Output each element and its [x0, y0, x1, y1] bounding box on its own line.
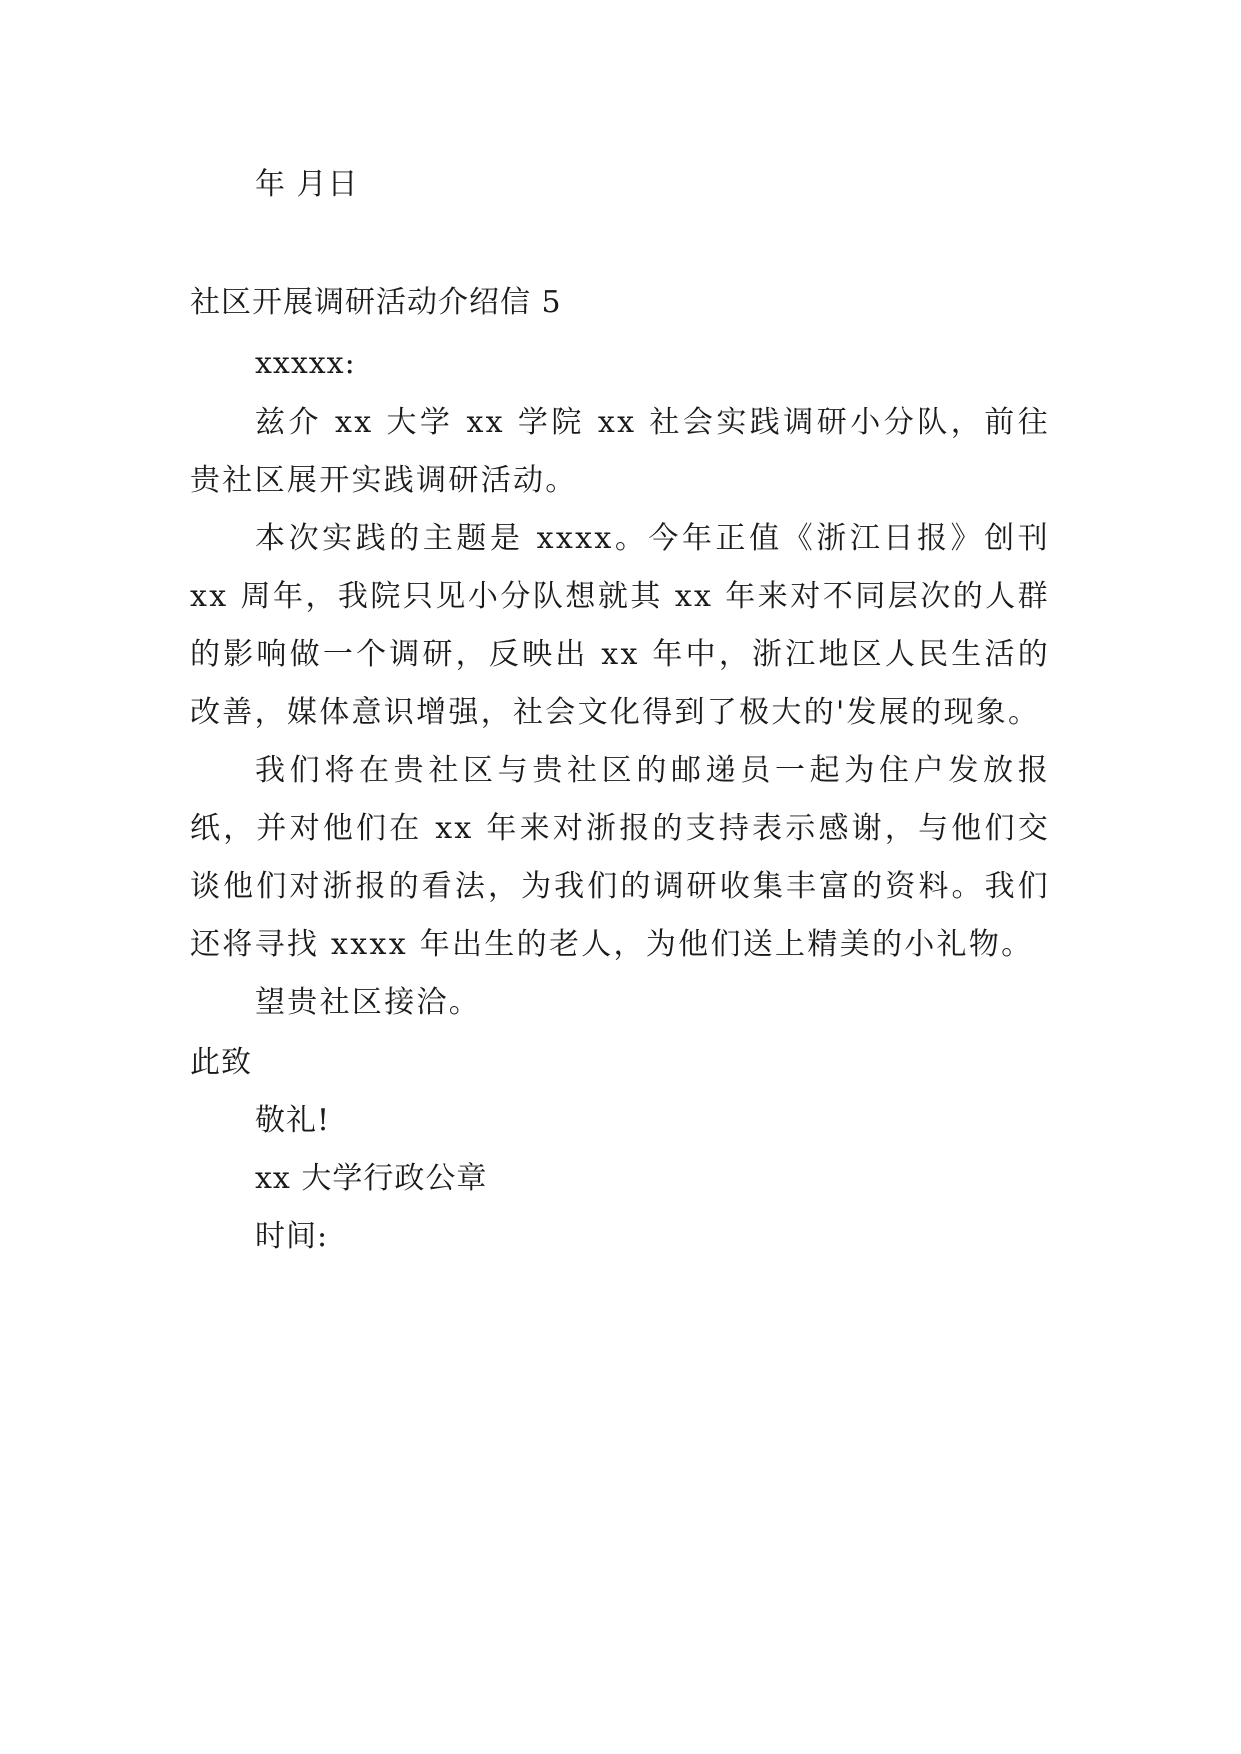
closing-greeting: 此致 — [190, 1045, 252, 1080]
date-line: 年 月日 — [255, 167, 359, 202]
time-label: 时间: — [255, 1219, 329, 1254]
paragraph-activities: 我们将在贵社区与贵社区的邮递员一起为住户发放报纸，并对他们在 xx 年来对浙报的支持表示感谢，与他们交谈他们对浙报的看法，为我们的调研收集丰富的资料。我们还将寻找 xxxx 年出生的老人，为他们送上精美的小礼物。 — [190, 753, 1050, 962]
signature: xx 大学行政公章 — [255, 1161, 488, 1196]
paragraph-introduction: 兹介 xx 大学 xx 学院 xx 社会实践调研小分队，前往贵社区展开实践调研活动。 — [190, 405, 1050, 498]
letter-title: 社区开展调研活动介绍信 5 — [190, 285, 562, 320]
paragraph-theme: 本次实践的主题是 xxxx。今年正值《浙江日报》创刊 xx 周年，我院只见小分队想就其 xx 年来对不同层次的人群的影响做一个调研，反映出 xx 年中，浙江地区人民生活的改善，媒体意识增强，社会文化得到了极大的'发展的现象。 — [190, 521, 1050, 730]
paragraph-request: 望贵社区接洽。 — [255, 985, 482, 1020]
closing-salute: 敬礼! — [255, 1103, 331, 1138]
salutation: xxxxx: — [255, 346, 356, 381]
